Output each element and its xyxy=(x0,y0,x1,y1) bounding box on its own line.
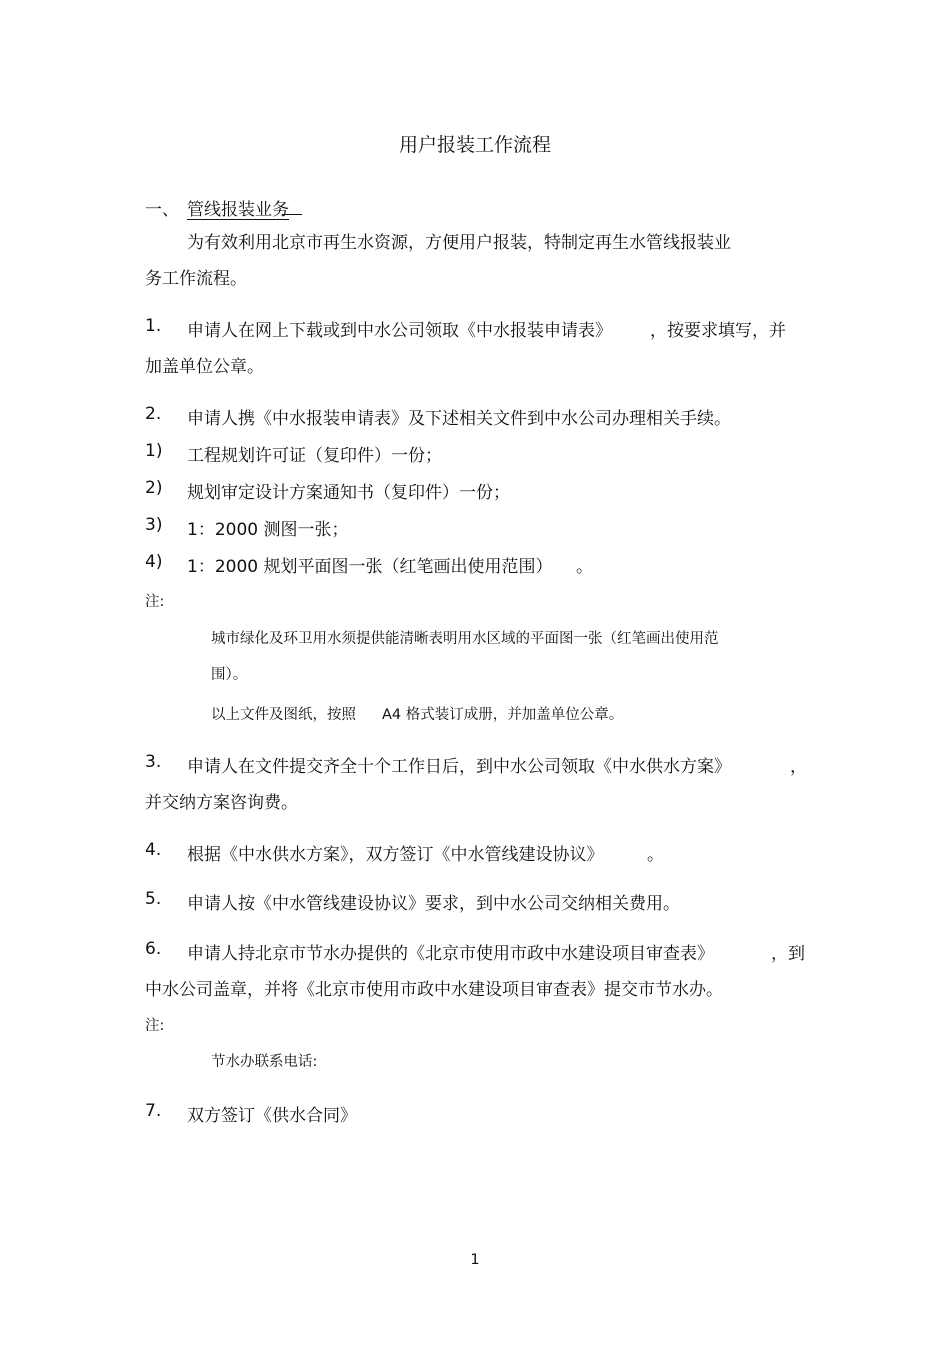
subitem-2-text: 规划审定设计方案通知书（复印件）一份； xyxy=(187,483,510,503)
subitem-2-number: 2) xyxy=(145,478,163,498)
item-3-text-tail: ， xyxy=(790,757,807,777)
subitem-4-tail: 。 xyxy=(576,557,593,577)
note-1-line-1: 城市绿化及环卫用水须提供能清晰表明用水区域的平面图一张（红笔画出使用范 xyxy=(211,631,719,647)
subitem-3-text: 1：2000 测图一张； xyxy=(187,520,349,540)
item-2-text: 申请人携《中水报装申请表》及下述相关文件到中水公司办理相关手续。 xyxy=(187,409,731,429)
note-2-text: 节水办联系电话: xyxy=(211,1054,318,1070)
subitem-1-number: 1) xyxy=(145,441,163,461)
subitem-4-text: 1：2000 规划平面图一张（红笔画出使用范围） xyxy=(187,557,553,577)
item-7-text: 双方签订《供水合同》 xyxy=(187,1106,357,1126)
note-2-label: 注: xyxy=(145,1018,165,1034)
note-1-line-3: 以上文件及图纸，按照 xyxy=(211,707,356,723)
item-5-number: 5. xyxy=(145,889,162,909)
item-7-number: 7. xyxy=(145,1101,162,1121)
note-label: 注: xyxy=(145,594,165,610)
item-1-number: 1. xyxy=(145,316,162,336)
intro-line-1: 为有效利用北京市再生水资源，方便用户报装，特制定再生水管线报装业 xyxy=(187,233,731,253)
item-5-text: 申请人按《中水管线建设协议》要求，到中水公司交纳相关费用。 xyxy=(187,894,680,914)
item-6-text-tail: ，到 xyxy=(771,944,805,964)
subitem-1-text: 工程规划许可证（复印件）一份； xyxy=(187,446,442,466)
item-1-text-tail: ，按要求填写，并 xyxy=(650,321,786,341)
subitem-4-number: 4) xyxy=(145,552,163,572)
subitem-3-number: 3) xyxy=(145,515,163,535)
section-title: 管线报装业务 xyxy=(187,200,289,220)
item-4-text: 根据《中水供水方案》，双方签订《中水管线建设协议》 xyxy=(187,845,604,865)
item-3-number: 3. xyxy=(145,752,162,772)
item-6-text: 申请人持北京市节水办提供的《北京市使用市政中水建设项目审查表》 xyxy=(187,944,714,964)
item-3-text-line-2: 并交纳方案咨询费。 xyxy=(145,793,298,813)
item-2-number: 2. xyxy=(145,404,162,424)
section-number: 一、 xyxy=(145,200,179,220)
page-title: 用户报装工作流程 xyxy=(398,134,551,156)
note-1-line-3-tail: A4 格式装订成册，并加盖单位公章。 xyxy=(382,707,624,723)
section-underline-extension xyxy=(282,214,302,215)
item-4-text-tail: 。 xyxy=(647,845,664,865)
item-6-number: 6. xyxy=(145,939,162,959)
item-1-text: 申请人在网上下载或到中水公司领取《中水报装申请表》 xyxy=(187,321,612,341)
intro-line-2: 务工作流程。 xyxy=(145,269,247,289)
page-number: 1 xyxy=(470,1252,480,1268)
note-1-line-2: 围）。 xyxy=(211,667,248,683)
item-6-text-line-2: 中水公司盖章，并将《北京市使用市政中水建设项目审查表》提交市节水办。 xyxy=(145,980,723,1000)
item-3-text: 申请人在文件提交齐全十个工作日后，到中水公司领取《中水供水方案》 xyxy=(187,757,731,777)
item-1-text-line-2: 加盖单位公章。 xyxy=(145,357,264,377)
item-4-number: 4. xyxy=(145,840,162,860)
